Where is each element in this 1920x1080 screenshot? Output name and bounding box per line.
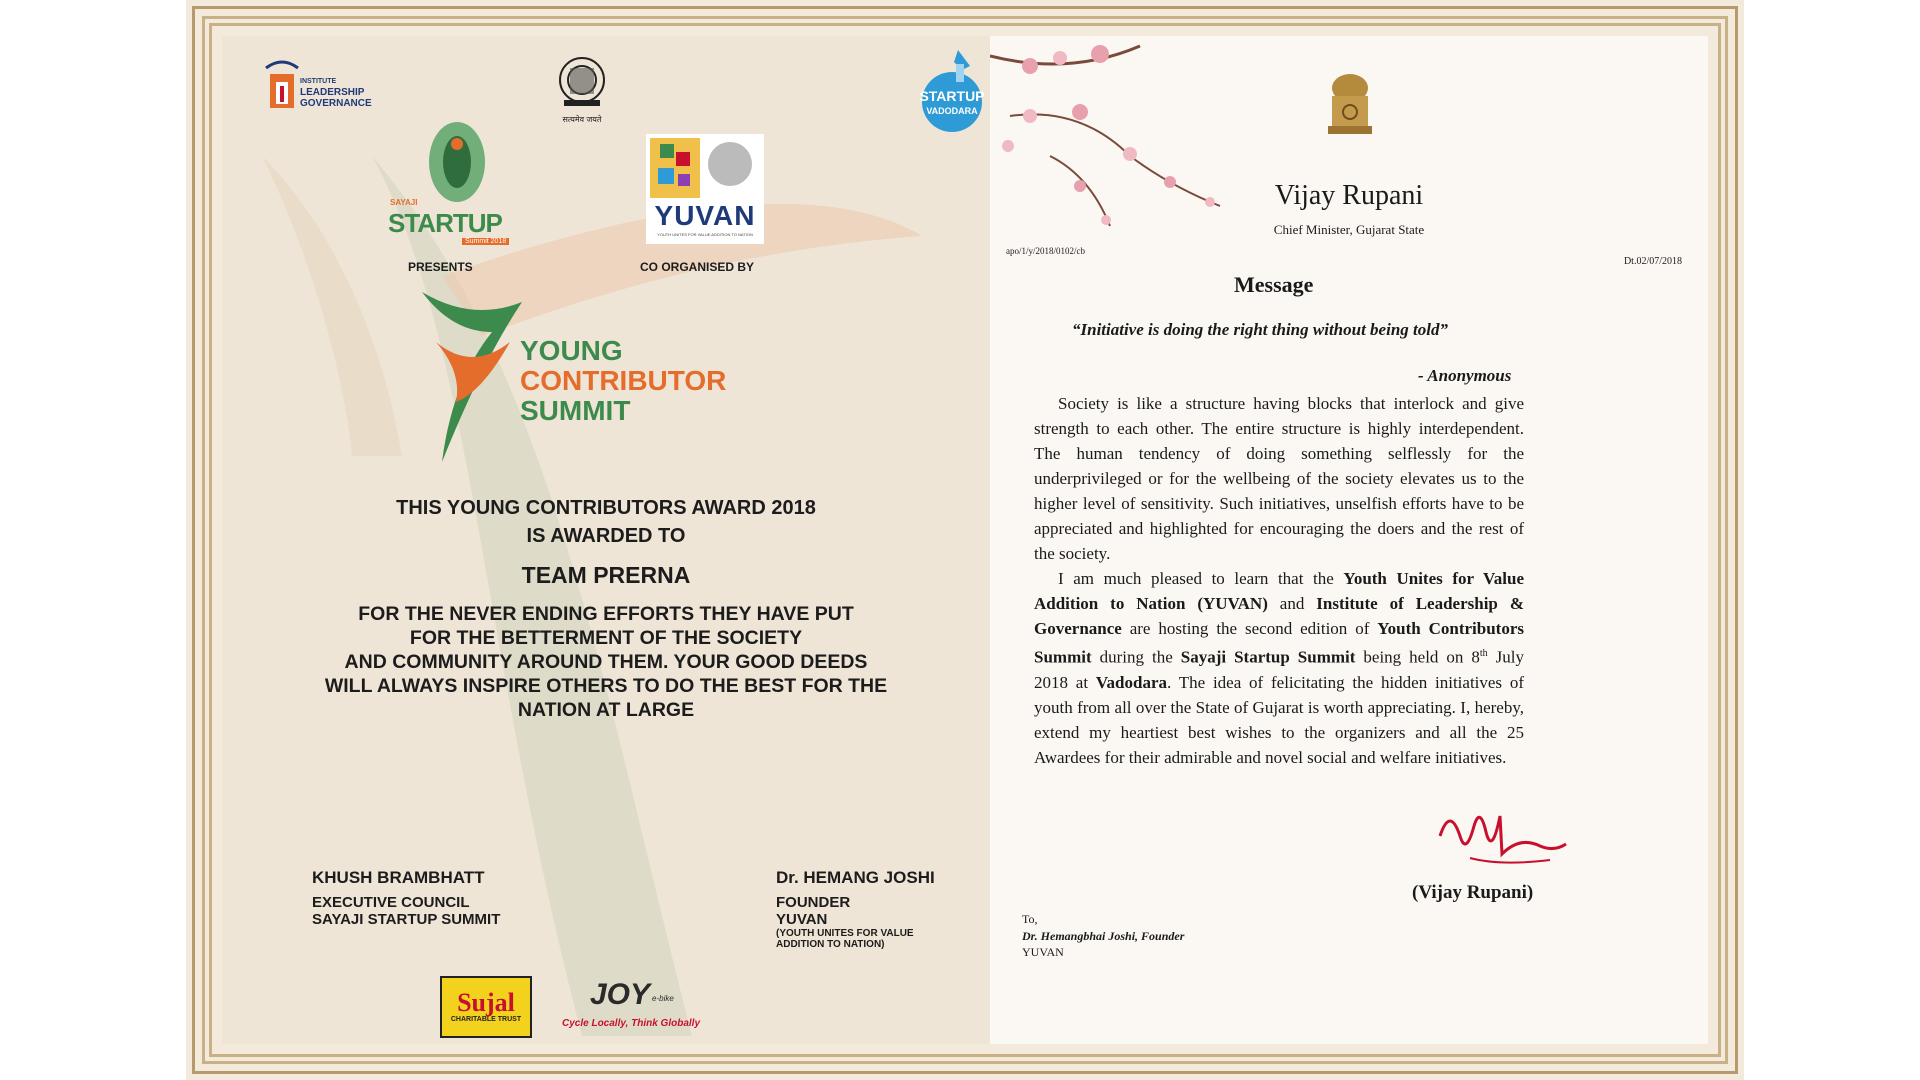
signatory-right-org-full-2: ADDITION TO NATION) xyxy=(776,939,885,950)
message-paragraph-2 xyxy=(1034,566,1524,770)
ilg-text-3: GOVERNANCE xyxy=(300,98,372,109)
joy-tagline: Cycle Locally, Think Globally xyxy=(562,1018,701,1029)
ilg-text-1: INSTITUTE xyxy=(300,78,337,85)
citation-line-5: NATION AT LARGE xyxy=(517,699,695,721)
signatory-right-org-full-1: (YOUTH UNITES FOR VALUE xyxy=(776,928,914,939)
summit-title-line-3: SUMMIT xyxy=(520,395,631,426)
cm-name: Vijay Rupani xyxy=(1274,180,1424,211)
signatory-right-title: FOUNDER xyxy=(776,894,851,911)
citation-text xyxy=(222,602,990,722)
p2-bold-sss: Sayaji Startup Summit xyxy=(1180,647,1356,667)
message-quote: “Initiative is doing the right thing without being told” xyxy=(1072,320,1448,339)
cm-message-panel xyxy=(990,36,1708,1044)
summit-title-line-1: YOUNG xyxy=(520,335,623,366)
sayaji-startup-logo xyxy=(362,114,542,264)
seven-swoosh-icon xyxy=(412,282,532,472)
sujal-trust-logo xyxy=(440,976,532,1038)
joy-ebike-text: e-bike xyxy=(652,994,674,1003)
p2-bold-ycs: Youth Contributors Summit xyxy=(1034,619,1524,667)
sujal-sub-text: CHARITABLE TRUST xyxy=(450,1016,522,1023)
state-emblem-logo xyxy=(552,52,612,132)
yuvan-logo xyxy=(646,134,764,244)
ilg-emblem-icon xyxy=(262,58,302,114)
sayaji-text-sub: Summit 2018 xyxy=(462,238,509,245)
ilg-text-2: LEADERSHIP xyxy=(300,87,365,98)
startup-vadodara-logo xyxy=(912,48,990,134)
award-certificate-panel xyxy=(222,36,990,1044)
recipient-name: TEAM PRERNA xyxy=(521,562,691,588)
quote-author: - Anonymous xyxy=(1418,366,1512,385)
signatory-left-org: SAYAJI STARTUP SUMMIT xyxy=(312,911,501,928)
signatory-left-title: EXECUTIVE COUNCIL xyxy=(312,894,470,911)
summit-title-line-2: CONTRIBUTOR xyxy=(520,365,727,396)
recipient-address-org: YUVAN xyxy=(1022,945,1064,959)
citation-line-2: FOR THE BETTERMENT OF THE SOCIETY xyxy=(409,627,803,649)
p2-text-3: are hosting the second edition of xyxy=(1121,619,1378,638)
yuvan-collage-icon xyxy=(646,134,764,204)
startup-vadodara-text-2: VADODARA xyxy=(926,106,978,116)
message-heading: Message xyxy=(1234,272,1314,297)
signatory-right xyxy=(776,868,935,950)
young-contributor-summit-logo xyxy=(412,282,832,472)
sayaji-peacock-icon xyxy=(362,114,542,214)
yuvan-text-main: YUVAN xyxy=(654,200,756,231)
recipient-address-name: Dr. Hemangbhai Joshi, Founder xyxy=(1022,929,1185,943)
citation-line-1: FOR THE NEVER ENDING EFFORTS THEY HAVE PUT xyxy=(358,603,854,625)
p2-bold-vadodara: Vadodara xyxy=(1095,672,1168,692)
p2-superscript: th xyxy=(1479,648,1488,659)
p2-bold-ilg: Institute of Leadership & Governance xyxy=(1034,594,1524,638)
national-emblem-icon xyxy=(1320,70,1380,146)
sayaji-text-top: SAYAJI xyxy=(390,198,418,207)
recipient-to-label: To, xyxy=(1022,912,1038,926)
co-organised-label: CO ORGANISED BY xyxy=(640,260,755,274)
emblem-caption: सत्यमेव जयते xyxy=(562,115,602,124)
sujal-text: Sujal xyxy=(457,988,515,1017)
p2-text-4: during the xyxy=(1091,647,1181,667)
award-line-1: THIS YOUNG CONTRIBUTORS AWARD 2018 xyxy=(396,497,816,519)
citation-line-3: AND COMMUNITY AROUND THEM. YOUR GOOD DEEDS xyxy=(344,651,868,673)
p2-text-6: July 2018 at xyxy=(1034,647,1525,692)
p2-text-7: . The idea of felicitating the hidden initiatives of youth from all over the State of Gujarat is worth appreciating. I, hereby, extend my heartiest best wishes to the organizers and all the 25 Awardees for their admirable and novel social and welfare initiatives. xyxy=(1034,672,1524,767)
yuvan-text-sub: YOUTH UNITES FOR VALUE ADDITION TO NATION xyxy=(657,232,753,237)
ashoka-emblem-icon xyxy=(552,52,612,116)
joy-text: JOY xyxy=(590,978,651,1011)
citation-line-4: WILL ALWAYS INSPIRE OTHERS TO DO THE BEST FOR THE xyxy=(324,675,888,697)
letter-date: Dt.02/07/2018 xyxy=(1623,256,1682,267)
signatory-right-org: YUVAN xyxy=(776,911,828,928)
startup-vadodara-text-1: STARTUP xyxy=(919,88,985,104)
signatory-right-name: Dr. HEMANG JOSHI xyxy=(776,868,935,887)
presents-label: PRESENTS xyxy=(408,260,473,274)
p2-text-1: I am much pleased to learn that the xyxy=(1058,569,1344,588)
signature-name: (Vijay Rupani) xyxy=(1412,882,1534,903)
p2-bold-yuvan: Youth Unites for Value Addition to Nation (YUVAN) xyxy=(1034,569,1524,613)
signatory-left xyxy=(312,868,500,928)
reference-number: apo/1/y/2018/0102/cb xyxy=(1006,246,1085,256)
p2-text-2: and xyxy=(1267,594,1317,613)
message-paragraph-1: Society is like a structure having blocks that interlock and give strength to each other. The entire structure is highly interdependent. The human tendency of doing something selflessly for the underprivileged or for the wellbeing of the society elevates us to the higher level of sensitivity. Such initiatives, unselfish efforts have to be appreciated and highlighted for encouraging the doers and the rest of the society. xyxy=(1034,394,1524,563)
signatory-left-name: KHUSH BRAMBHATT xyxy=(312,868,485,887)
cm-designation: Chief Minister, Gujarat State xyxy=(1273,222,1425,237)
handwritten-signature xyxy=(1430,796,1570,876)
p2-text-5: being held on 8 xyxy=(1355,647,1480,667)
sayaji-text-main: STARTUP xyxy=(388,208,502,238)
award-line-2: IS AWARDED TO xyxy=(526,525,686,547)
award-statement xyxy=(222,494,990,550)
certificate-frame xyxy=(186,0,1744,1080)
joy-ebike-logo xyxy=(562,978,702,1038)
